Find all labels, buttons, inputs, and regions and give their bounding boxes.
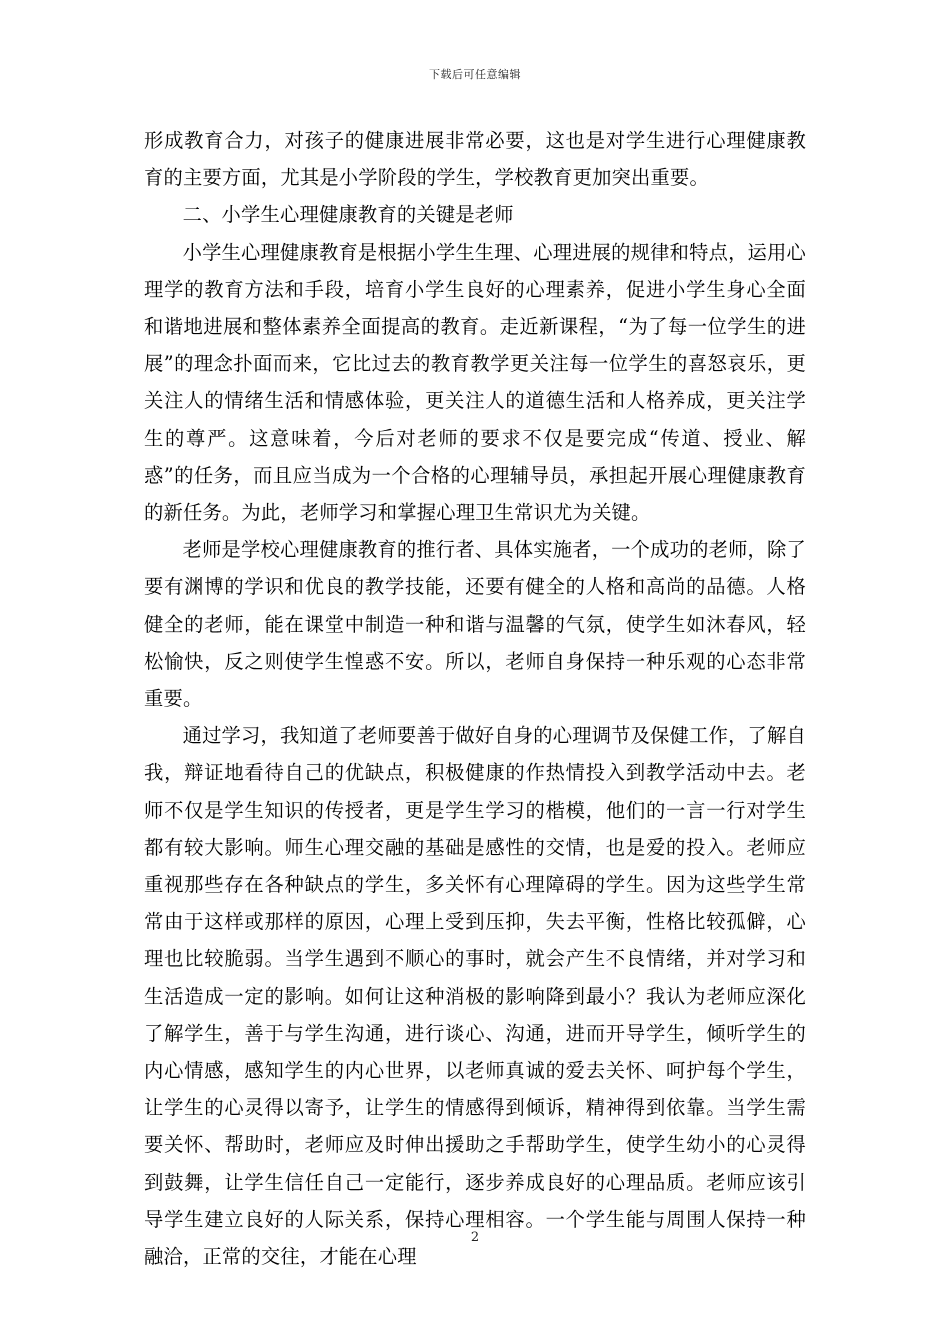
paragraph: 小学生心理健康教育是根据小学生生理、心理进展的规律和特点，运用心理学的教育方法和手段，培育小学生良好的心理素养，促进小学生身心全面和谐地进展和整体素养全面提高的教育。走近新课程，“为了每一位学生的进展”的理念扑面而来，它比过去的教育教学更关注每一位学生的喜怒哀乐，更关注人的情绪生活和情感体验，更关注人的道德生活和人格养成，更关注学生的尊严。这意味着，今后对老师的要求不仅是要完成“传道、授业、解惑”的任务，而且应当成为一个合格的心理辅导员，承担起开展心理健康教育的新任务。为此，老师学习和掌握心理卫生常识尤为关键。 <box>144 240 806 525</box>
paragraph-continuation: 形成教育合力，对孩子的健康进展非常必要，这也是对学生进行心理健康教育的主要方面，尤其是小学阶段的学生，学校教育更加突出重要。 <box>144 129 806 190</box>
document-body <box>144 122 806 1275</box>
page-number: 2 <box>470 1230 480 1245</box>
paragraph: 老师是学校心理健康教育的推行者、具体实施者，一个成功的老师，除了要有渊博的学识和优良的教学技能，还要有健全的人格和高尚的品德。人格健全的老师，能在课堂中制造一种和谐与温馨的气氛，使学生如沐春风，轻松愉快，反之则使学生惶惑不安。所以，老师自身保持一种乐观的心态非常重要。 <box>144 538 806 711</box>
page-header: 下载后可任意编辑 <box>429 68 521 81</box>
section-heading: 二、小学生心理健康教育的关键是老师 <box>182 203 514 227</box>
paragraph: 通过学习，我知道了老师要善于做好自身的心理调节及保健工作，了解自我，辩证地看待自己的优缺点，积极健康的作热情投入到教学活动中去。老师不仅是学生知识的传授者，更是学生学习的楷模，他们的一言一行对学生都有较大影响。师生心理交融的基础是感性的交情，也是爱的投入。老师应重视那些存在各种缺点的学生，多关怀有心理障碍的学生。因为这些学生常常由于这样或那样的原因，心理上受到压抑，失去平衡，性格比较孤僻，心理也比较脆弱。当学生遇到不顺心的事时，就会产生不良情绪，并对学习和生活造成一定的影响。如何让这种消极的影响降到最小？我认为老师应深化了解学生，善于与学生沟通，进行谈心、沟通，进而开导学生，倾听学生的内心情感，感知学生的内心世界，以老师真诚的爱去关怀、呵护每个学生，让学生的心灵得以寄予，让学生的情感得到倾诉，精神得到依靠。当学生需要关怀、帮助时，老师应及时伸出援助之手帮助学生，使学生幼小的心灵得到鼓舞，让学生信任自己一定能行，逐步养成良好的心理品质。老师应该引导学生建立良好的人际关系，保持心理相容。一个学生能与周围人保持一种融洽，正常的交往，才能在心理 <box>144 724 806 1269</box>
